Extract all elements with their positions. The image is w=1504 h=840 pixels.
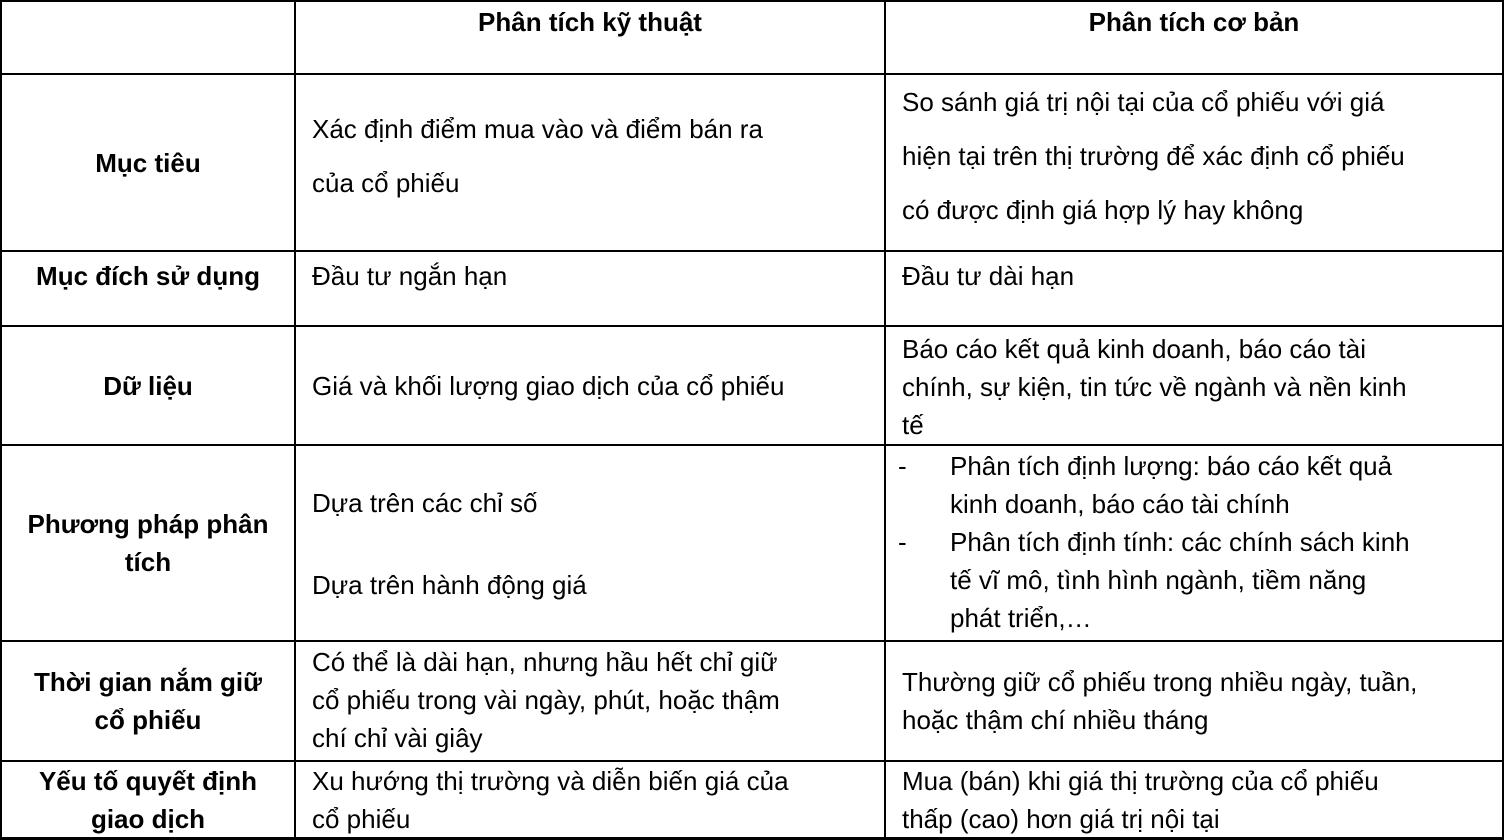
text-line: Dựa trên hành động giá xyxy=(312,570,587,600)
text-line: tích xyxy=(124,547,172,577)
header-fundamental-text: Phân tích cơ bản xyxy=(1088,7,1300,37)
text-line: Thời gian nắm giữ xyxy=(34,667,262,697)
text-line: cổ phiếu xyxy=(94,705,202,735)
header-technical-text: Phân tích kỹ thuật xyxy=(478,7,702,37)
list-item xyxy=(898,523,1486,637)
table-row-divider-5 xyxy=(0,640,1504,642)
list-item xyxy=(898,447,1486,523)
cell-method-fundamental xyxy=(886,447,1502,637)
text-line: Phân tích định tính: các chính sách kinh xyxy=(950,527,1410,557)
text-line: Có thể là dài hạn, nhưng hầu hết chỉ giữ xyxy=(312,647,778,677)
row-label-holding-time xyxy=(2,663,294,739)
table-row-divider-4 xyxy=(0,444,1504,446)
text-line: chính, sự kiện, tin tức về ngành và nền kinh xyxy=(902,372,1407,402)
text-line: Báo cáo kết quả kinh doanh, báo cáo tài xyxy=(902,334,1367,364)
text-line: Phương pháp phân xyxy=(27,509,269,539)
text-line: Giá và khối lượng giao dịch của cổ phiếu xyxy=(312,370,785,401)
text-line: phát triển,… xyxy=(950,603,1092,633)
text-line: giao dịch xyxy=(90,804,206,834)
text-line: cổ phiếu xyxy=(312,804,411,834)
text-line: So sánh giá trị nội tại của cổ phiếu với giá xyxy=(902,87,1385,117)
row-label-objective xyxy=(2,75,294,250)
cell-holding-technical xyxy=(296,643,884,757)
text-line: thấp (cao) hơn giá trị nội tại xyxy=(902,804,1220,834)
row-label-objective-text: Mục tiêu xyxy=(95,147,201,178)
text-line: hiện tại trên thị trường để xác định cổ phiếu xyxy=(902,141,1405,171)
cell-holding-fundamental xyxy=(886,663,1502,739)
text-line: Dựa trên các chỉ số xyxy=(312,488,538,518)
text-line: Xác định điểm mua vào và điểm bán ra xyxy=(312,114,763,144)
cell-data-fundamental xyxy=(886,330,1502,444)
bullet-dash: - xyxy=(898,451,907,481)
text-line: tế xyxy=(902,410,924,440)
row-label-purpose-text: Mục đích sử dụng xyxy=(36,261,260,291)
header-technical xyxy=(296,3,884,73)
cell-purpose-technical xyxy=(296,257,884,295)
text-line: Thường giữ cổ phiếu trong nhiều ngày, tuần, xyxy=(902,667,1418,697)
cell-objective-technical xyxy=(296,102,884,210)
text-line: tế vĩ mô, tình hình ngành, tiềm năng xyxy=(950,565,1367,595)
bullet-dash: - xyxy=(898,527,907,557)
cell-objective-fundamental xyxy=(886,75,1502,237)
header-corner-cell xyxy=(2,2,294,73)
text-line: có được định giá hợp lý hay không xyxy=(902,195,1304,225)
text-line: Xu hướng thị trường và diễn biến giá của xyxy=(312,766,789,796)
text-line: chí chỉ vài giây xyxy=(312,723,483,753)
cell-decision-fundamental xyxy=(886,762,1502,838)
row-label-purpose xyxy=(2,257,294,295)
text-line: Đầu tư dài hạn xyxy=(902,261,1075,291)
text-line: hoặc thậm chí nhiều tháng xyxy=(902,705,1209,735)
text-line: Yếu tố quyết định xyxy=(38,766,258,796)
table-row-divider-2 xyxy=(0,250,1504,252)
cell-data-technical xyxy=(296,327,884,444)
text-line: kinh doanh, báo cáo tài chính xyxy=(950,489,1290,519)
row-label-decision-factor xyxy=(2,762,294,838)
header-fundamental xyxy=(886,3,1502,73)
text-line: cổ phiếu trong vài ngày, phút, hoặc thậm xyxy=(312,685,780,715)
row-label-data xyxy=(2,327,294,444)
text-line: Phân tích định lượng: báo cáo kết quả xyxy=(950,451,1393,481)
row-label-method xyxy=(2,505,294,581)
text-line: của cổ phiếu xyxy=(312,168,460,198)
cell-decision-technical xyxy=(296,762,884,838)
row-label-data-text: Dữ liệu xyxy=(103,370,193,401)
text-line: Đầu tư ngắn hạn xyxy=(312,261,508,291)
cell-method-technical xyxy=(296,484,884,604)
cell-purpose-fundamental xyxy=(886,257,1502,295)
text-line: Mua (bán) khi giá thị trường của cổ phiếu xyxy=(902,766,1379,796)
